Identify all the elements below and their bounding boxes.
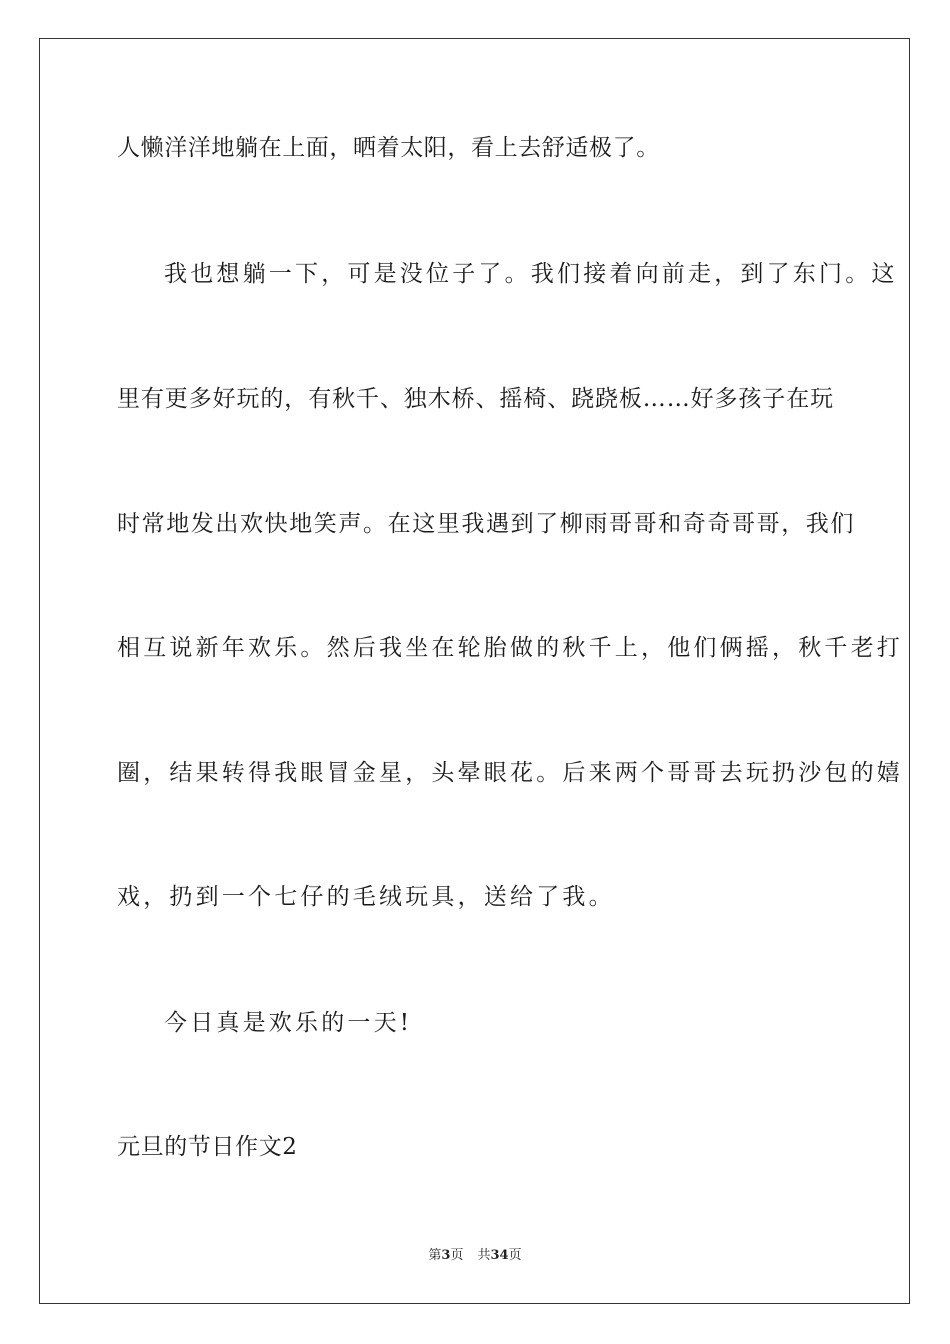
paragraph-line-6: 圈，结果转得我眼冒金星，头晕眼花。后来两个哥哥去玩扔沙包的嬉 [117,760,903,786]
section-heading: 元旦的节日作文2 [117,1134,298,1160]
footer-page-prefix: 第 [428,1248,442,1263]
page-footer [0,1247,950,1265]
paragraph-line-4: 时常地发出欢快地笑声。在这里我遇到了柳雨哥哥和奇奇哥哥，我们 [117,511,855,537]
paragraph-line-3: 里有更多好玩的，有秋千、独木桥、摇椅、跷跷板……好多孩子在玩 [117,386,834,412]
footer-page-suffix: 页 [450,1248,464,1263]
footer-page-number: 3 [441,1248,451,1263]
paragraph-line-5: 相互说新年欢乐。然后我坐在轮胎做的秋千上，他们俩摇，秋千老打 [117,635,903,661]
paragraph-line-1: 人懒洋洋地躺在上面，晒着太阳，看上去舒适极了。 [117,135,660,161]
footer-total-suffix: 页 [508,1248,522,1263]
footer-total-pages: 34 [490,1248,509,1263]
footer-total-prefix: 共 [477,1248,491,1263]
page-border [39,38,910,1304]
paragraph-line-7: 戏，扔到一个七仔的毛绒玩具，送给了我。 [117,884,615,910]
paragraph-line-8: 今日真是欢乐的一天! [164,1010,413,1036]
paragraph-line-2: 我也想躺一下，可是没位子了。我们接着向前走，到了东门。这 [164,261,898,287]
